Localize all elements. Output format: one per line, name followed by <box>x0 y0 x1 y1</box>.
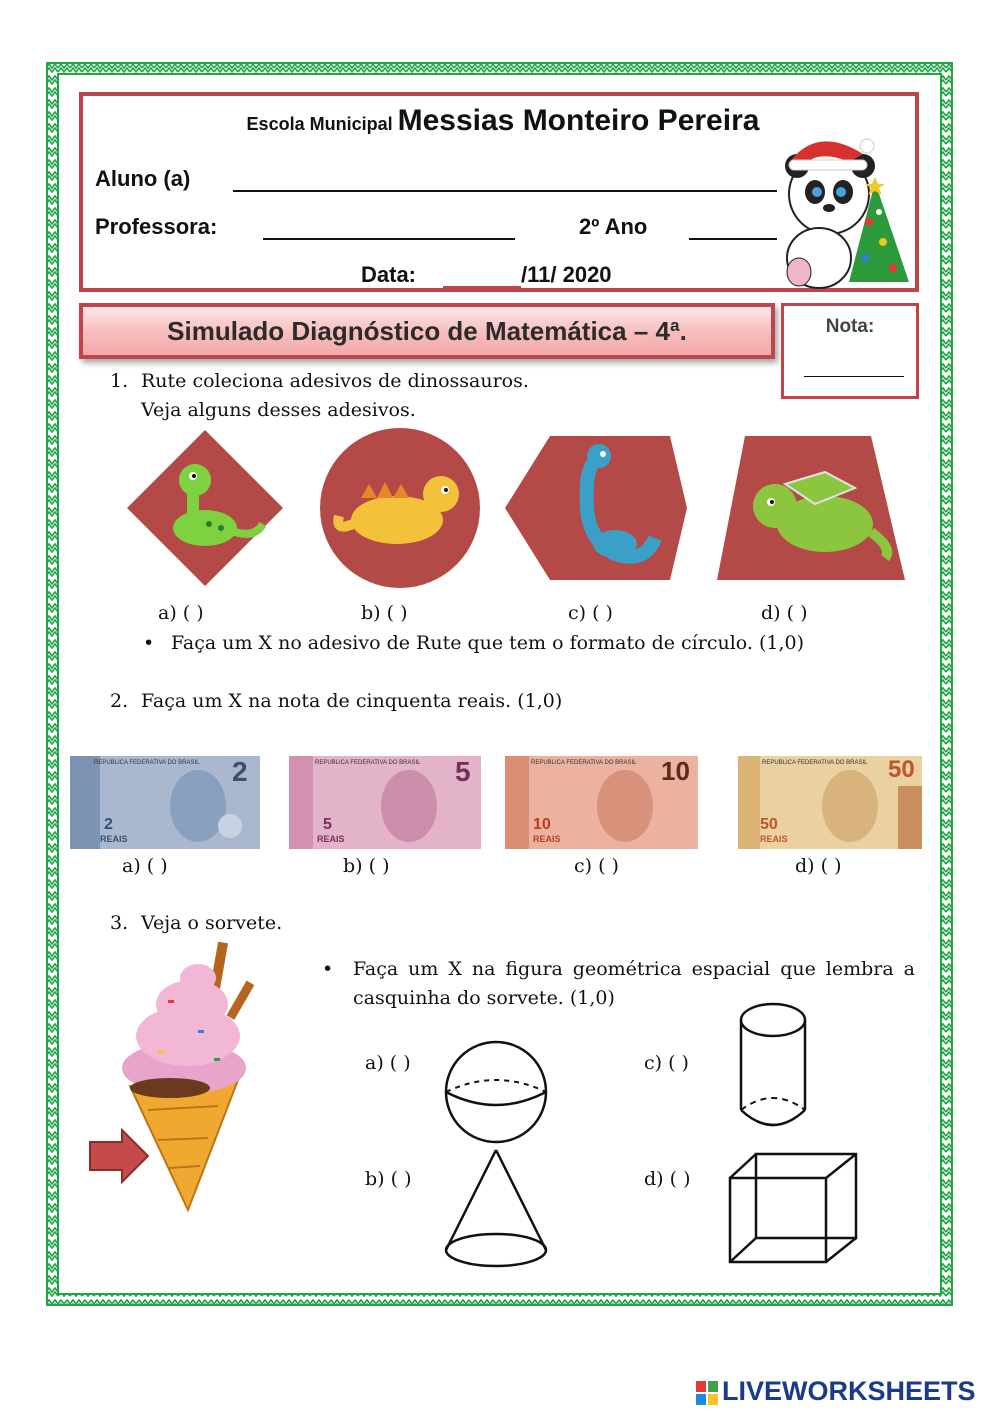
banknote-5-value-small: 5 <box>323 816 332 833</box>
q1-text-line1: Rute coleciona adesivos de dinossauros. <box>141 370 529 392</box>
page-title: Simulado Diagnóstico de Matemática – 4ª. <box>167 316 687 346</box>
q3-option-a[interactable]: a) ( ) <box>365 1052 411 1074</box>
grade-label: Nota: <box>825 316 875 337</box>
banknote-50-value: 50 <box>888 756 915 783</box>
q3-option-d[interactable]: d) ( ) <box>644 1168 691 1190</box>
banknote-50[interactable] <box>738 756 922 849</box>
q3-number: 3. <box>110 912 129 934</box>
q3-bullet-icon: • <box>322 958 334 980</box>
brand-text: LIVEWORKSHEETS <box>722 1376 976 1406</box>
data-label: Data: <box>361 262 417 287</box>
q1-text-line2: Veja alguns desses adesivos. <box>141 399 416 421</box>
grade-box <box>781 303 919 399</box>
q3-text: Veja o sorvete. <box>141 912 283 934</box>
aluno-label: Aluno (a) <box>95 166 191 191</box>
dinosaur-stickers <box>125 428 915 588</box>
banknote-5-header: REPUBLICA FEDERATIVA DO BRASIL <box>315 760 421 766</box>
logo-blocks-icon <box>696 1381 718 1405</box>
banknote-10-reais: REAIS <box>533 834 561 844</box>
q3-instruction-line1: Faça um X na figura geométrica espacial que lembra a <box>353 958 915 980</box>
banknote-50-reais: REAIS <box>760 834 788 844</box>
banknote-10[interactable] <box>505 756 698 849</box>
banknote-50-value-small: 50 <box>760 816 778 833</box>
banknote-5[interactable] <box>289 756 481 849</box>
banknote-5-value: 5 <box>455 756 471 787</box>
grade-field[interactable] <box>804 376 904 377</box>
professora-field[interactable] <box>263 238 515 240</box>
date-day-field[interactable] <box>443 286 521 288</box>
q1-option-a[interactable]: a) ( ) <box>158 602 204 624</box>
q2-text: Faça um X na nota de cinquenta reais. (1,0) <box>141 690 563 712</box>
date-suffix: /11/ 2020 <box>521 262 612 287</box>
banknote-2-value: 2 <box>232 756 248 787</box>
q3-option-c[interactable]: c) ( ) <box>644 1052 689 1074</box>
cone-shape[interactable] <box>436 1146 556 1270</box>
banknote-10-value-small: 10 <box>533 816 551 833</box>
q2-number: 2. <box>110 690 129 712</box>
ano-label: 2º Ano <box>579 214 648 239</box>
professora-label: Professora: <box>95 214 218 239</box>
sticker-trapezoid <box>717 436 905 580</box>
school-title: Messias Monteiro Pereira <box>397 104 760 137</box>
aluno-field[interactable] <box>233 190 777 192</box>
banknote-10-header: REPUBLICA FEDERATIVA DO BRASIL <box>531 760 637 766</box>
q2-option-c[interactable]: c) ( ) <box>574 855 619 877</box>
q2-option-a[interactable]: a) ( ) <box>122 855 168 877</box>
banknote-2[interactable] <box>70 756 260 849</box>
q1-option-d[interactable]: d) ( ) <box>761 602 808 624</box>
cube-shape[interactable] <box>726 1150 860 1266</box>
q1-instruction: Faça um X no adesivo de Rute que tem o formato de círculo. (1,0) <box>171 632 805 654</box>
banknote-2-header: REPUBLICA FEDERATIVA DO BRASIL <box>94 760 200 766</box>
q1-option-b[interactable]: b) ( ) <box>361 602 408 624</box>
sphere-shape[interactable] <box>440 1036 552 1148</box>
banknote-5-reais: REAIS <box>317 834 345 844</box>
sticker-hexagon <box>505 436 687 580</box>
ice-cream-illustration <box>88 940 268 1215</box>
q1-option-c[interactable]: c) ( ) <box>568 602 613 624</box>
sticker-circle <box>320 428 480 588</box>
title-banner <box>79 303 775 359</box>
panda-christmas-illustration <box>779 132 919 292</box>
header-box <box>79 92 919 292</box>
bullet-icon: • <box>143 632 155 654</box>
q3-instruction-line2: casquinha do sorvete. (1,0) <box>353 987 615 1009</box>
ano-field[interactable] <box>689 238 777 240</box>
q2-option-b[interactable]: b) ( ) <box>343 855 390 877</box>
q1-number: 1. <box>110 370 129 392</box>
liveworksheets-logo <box>696 1376 996 1410</box>
banknote-10-value: 10 <box>661 756 690 786</box>
banknote-2-reais: REAIS <box>100 834 128 844</box>
q3-option-b[interactable]: b) ( ) <box>365 1168 412 1190</box>
q2-option-d[interactable]: d) ( ) <box>795 855 842 877</box>
cylinder-shape[interactable] <box>736 1000 810 1132</box>
banknote-50-header: REPUBLICA FEDERATIVA DO BRASIL <box>762 760 868 766</box>
school-prefix: Escola Municipal <box>246 114 393 134</box>
banknote-2-value-small: 2 <box>104 816 113 833</box>
sticker-diamond <box>127 430 283 586</box>
